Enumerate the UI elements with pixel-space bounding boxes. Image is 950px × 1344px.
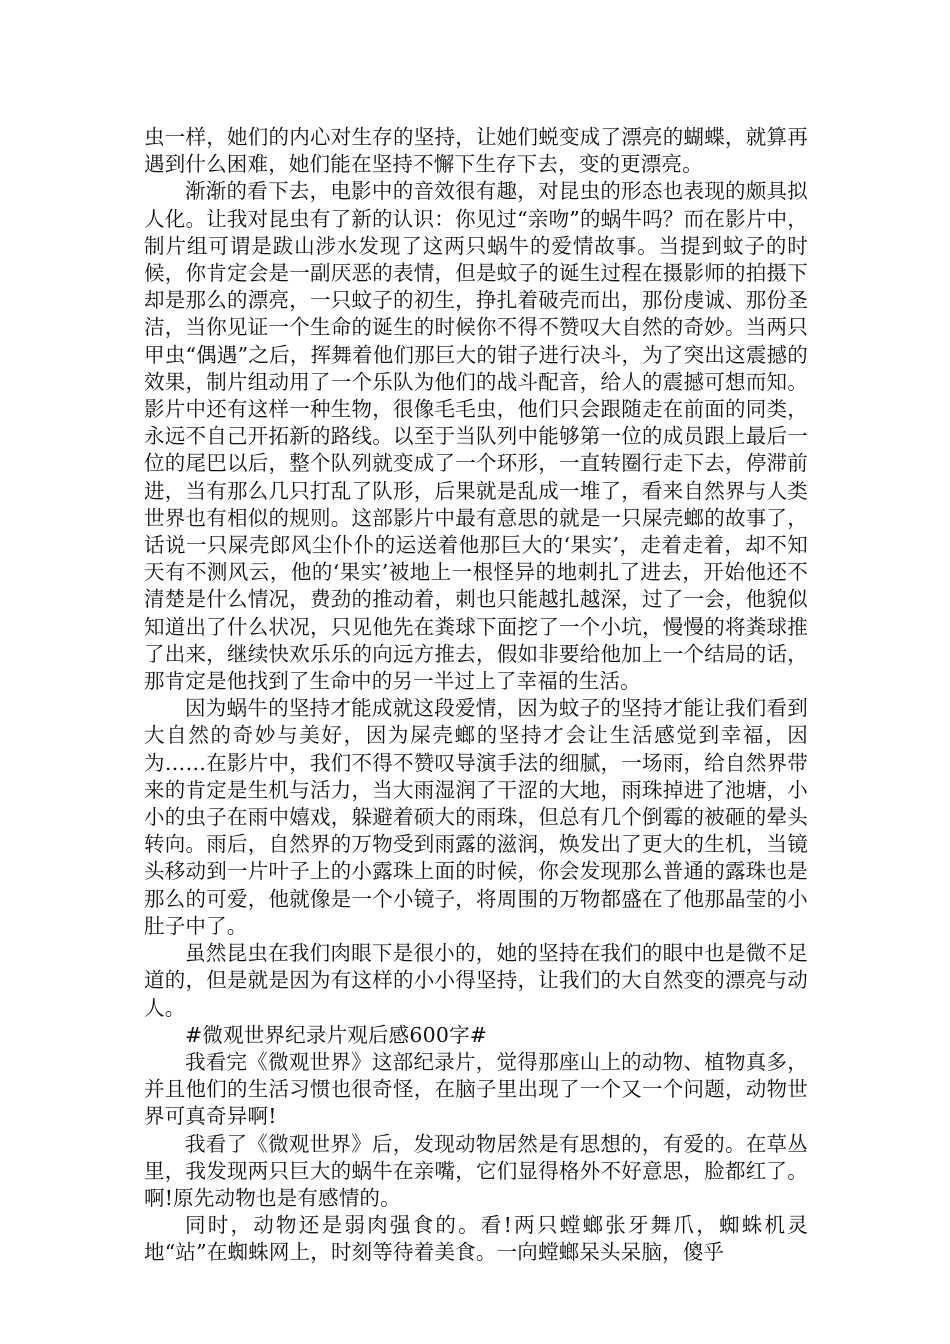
paragraph-5: 我看完《微观世界》这部纪录片，觉得那座山上的动物、植物真多，并且他们的生活习惯也很奇怪，在脑子里出现了一个又一个问题，动物世界可真奇异啊! <box>144 1049 808 1129</box>
paragraph-4: 虽然昆虫在我们肉眼下是很小的，她的坚持在我们的眼中也是微不足道的，但是就是因为有这样的小小得坚持，让我们的大自然变的漂亮与动人。 <box>144 941 808 1020</box>
paragraph-2: 渐渐的看下去，电影中的音效很有趣，对昆虫的形态也表现的颇具拟人化。让我对昆虫有了新的认识：你见过“亲吻”的蜗牛吗？而在影片中，制片组可谓是跋山涉水发现了这两只蜗牛的爱情故事。当提到蚊子的时候，你肯定会是一副厌恶的表情，但是蚊子的诞生过程在摄影师的拍摄下却是那么的漂亮，一只蚊子的初生，挣扎着破壳而出，那份虔诚、那份圣洁，当你见证一个生命的诞生的时候你不得不赞叹大自然的奇妙。当两只甲虫“偶遇”之后，挥舞着他们那巨大的钳子进行决斗，为了突出这震撼的效果，制片组动用了一个乐队为他们的战斗配音，给人的震撼可想而知。影片中还有这样一种生物，很像毛毛虫，他们只会跟随走在前面的同类，永远不自己开拓新的路线。以至于当队列中能够第一位的成员跟上最后一位的尾巴以后，整个队列就变成了一个环形，一直转圈行走下去，停滞前进，当有那么几只打乱了队形，后果就是乱成一堆了，看来自然界与人类世界也有相似的规则。这部影片中最有意思的就是一只屎壳螂的故事了，话说一只屎壳郎风尘仆仆的运送着他那巨大的‘果实’，走着走着，却不知天有不测风云，他的‘果实’被地上一根怪异的地刺扎了进去，开始他还不清楚是什么情况，费劲的推动着，刺也只能越扎越深，过了一会，他貌似知道出了什么状况，只见他先在粪球下面挖了一个小坑，慢慢的将粪球推了出来，继续快欢乐乐的向远方推去，假如非要给他加上一个结局的话，那肯定是他找到了生命中的另一半过上了幸福的生活。 <box>144 179 808 694</box>
paragraph-1: 虫一样，她们的内心对生存的坚持，让她们蜕变成了漂亮的蝴蝶，就算再遇到什么困难，她们能在坚持不懈下生存下去，变的更漂亮。 <box>144 125 808 177</box>
paragraph-3: 因为蜗牛的坚持才能成就这段爱情，因为蚊子的坚持才能让我们看到大自然的奇妙与美好，因为屎壳螂的坚持才会让生活感觉到幸福，因为……在影片中，我们不得不赞叹导演手法的细腻，一场雨，给自然界带来的肯定是生机与活力，当大雨湿润了干涩的大地，雨珠掉进了池塘，小小的虫子在雨中嬉戏，躲避着硕大的雨珠，但总有几个倒霉的被砸的晕头转向。雨后，自然界的万物受到雨露的滋润，焕发出了更大的生机，当镜头移动到一片叶子上的小露珠上面的时候，你会发现那么普通的露珠也是那么的可爱，他就像是一个小镜子，将周围的万物都盛在了他那晶莹的小肚子中了。 <box>144 696 808 938</box>
paragraph-7: 同时，动物还是弱肉强食的。看!两只螳螂张牙舞爪，蜘蛛机灵地“站”在蜘蛛网上，时刻等待着美食。一向螳螂呆头呆脑，傻乎 <box>144 1213 808 1265</box>
document-body <box>144 124 808 1267</box>
paragraph-6: 我看了《微观世界》后，发现动物居然是有思想的，有爱的。在草丛里，我发现两只巨大的蜗牛在亲嘴，它们显得格外不好意思，脸都红了。啊!原先动物也是有感情的。 <box>144 1131 808 1210</box>
section-heading: #微观世界纪录片观后感600字# <box>185 1022 488 1047</box>
